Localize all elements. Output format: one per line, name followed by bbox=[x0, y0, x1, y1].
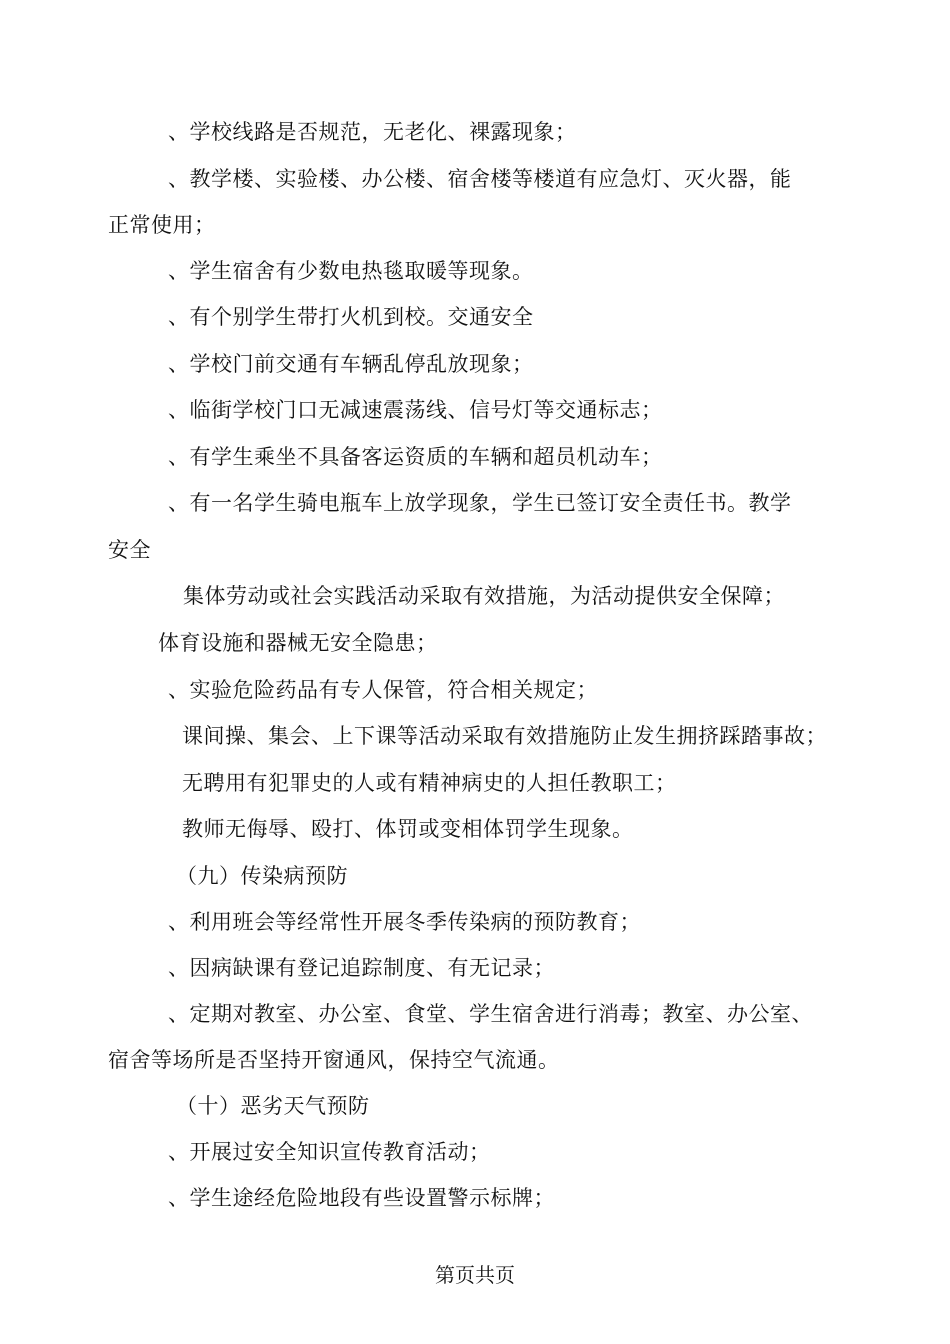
text-line-13: 、实验危险药品有专人保管，符合相关规定； bbox=[168, 678, 598, 702]
text-line-10: 安全 bbox=[108, 538, 151, 562]
text-line-20: 、定期对教室、办公室、食堂、学生宿舍进行消毒；教室、办公室、 bbox=[168, 1002, 813, 1026]
text-line-4: 、学生宿舍有少数电热毯取暖等现象。 bbox=[168, 259, 534, 283]
text-line-9: 、有一名学生骑电瓶车上放学现象，学生已签订安全责任书。教学 bbox=[168, 491, 792, 515]
text-line-6: 、学校门前交通有车辆乱停乱放现象； bbox=[168, 352, 534, 376]
text-line-21: 宿舍等场所是否坚持开窗通风，保持空气流通。 bbox=[108, 1048, 560, 1072]
text-line-3: 正常使用； bbox=[108, 213, 216, 237]
page-footer: 第页共页 bbox=[435, 1263, 515, 1287]
text-line-14: 课间操、集会、上下课等活动采取有效措施防止发生拥挤踩踏事故； bbox=[182, 724, 827, 748]
text-line-15: 无聘用有犯罪史的人或有精神病史的人担任教职工； bbox=[182, 771, 677, 795]
text-line-7: 、临街学校门口无减速震荡线、信号灯等交通标志； bbox=[168, 398, 663, 422]
text-line-23: 、开展过安全知识宣传教育活动； bbox=[168, 1140, 491, 1164]
text-line-8: 、有学生乘坐不具备客运资质的车辆和超员机动车； bbox=[168, 445, 663, 469]
text-line-24: 、学生途经危险地段有些设置警示标牌； bbox=[168, 1186, 555, 1210]
text-line-18: 、利用班会等经常性开展冬季传染病的预防教育； bbox=[168, 910, 641, 934]
text-line-16: 教师无侮辱、殴打、体罚或变相体罚学生现象。 bbox=[182, 817, 634, 841]
text-line-11: 集体劳动或社会实践活动采取有效措施，为活动提供安全保障； bbox=[183, 584, 785, 608]
text-line-2: 、教学楼、实验楼、办公楼、宿舍楼等楼道有应急灯、灭火器，能 bbox=[168, 167, 792, 191]
section-heading-9: （九）传染病预防 bbox=[176, 864, 348, 888]
text-line-19: 、因病缺课有登记追踪制度、有无记录； bbox=[168, 956, 555, 980]
text-line-1: 、学校线路是否规范，无老化、裸露现象； bbox=[168, 120, 577, 144]
text-line-12: 体育设施和器械无安全隐患； bbox=[158, 631, 438, 655]
text-line-5: 、有个别学生带打火机到校。交通安全 bbox=[168, 305, 534, 329]
section-heading-10: （十）恶劣天气预防 bbox=[176, 1094, 370, 1118]
